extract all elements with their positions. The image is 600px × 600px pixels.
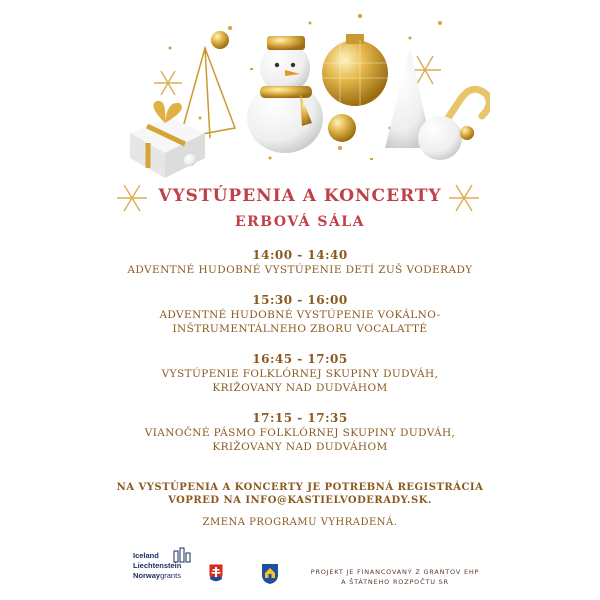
event-description: ADVENTNÉ HUDOBNÉ VYSTÚPENIE DETÍ ZUŠ VODERADY (127, 264, 473, 276)
gold-disco-ornament-icon (322, 34, 388, 106)
event-time: 16:45 - 17:05 (252, 352, 348, 366)
gold-ornament-icon (211, 31, 229, 49)
event-time: 17:15 - 17:35 (252, 411, 348, 425)
eea-grants-logo (133, 551, 203, 581)
program-change-note: ZMENA PROGRAMU VYHRADENÁ. (202, 517, 398, 528)
event-description: ADVENTNÉ HUDOBNÉ VYSTÚPENIE VOKÁLNO- (159, 309, 441, 321)
program-item (0, 351, 600, 395)
program-item (0, 410, 600, 454)
logo-text-grants: grants (160, 571, 181, 580)
program-list (0, 247, 600, 469)
event-description: VYSTÚPENIE FOLKLÓRNEJ SKUPINY DUDVÁH, (161, 368, 439, 380)
registration-notice-line: NA VYSTÚPENIA A KONCERTY JE POTREBNÁ REGISTRÁCIA (116, 482, 484, 493)
grants-symbol-icon (173, 547, 193, 563)
event-time: 14:00 - 14:40 (252, 248, 348, 262)
gold-ornament-icon (328, 114, 356, 142)
white-ornament-icon (184, 154, 196, 166)
project-funding-line: PROJEKT JE FINANCOVANÝ Z GRANTOV EHP (310, 568, 480, 576)
logo-text-norway: Norway (133, 571, 161, 580)
event-description: KRIŽOVANY NAD DUDVÁHOM (212, 441, 388, 453)
event-description: VIANOČNÉ PÁSMO FOLKLÓRNEJ SKUPINY DUDVÁH, (144, 427, 456, 439)
logo-text-liechtenstein: Liechtenstein (133, 561, 182, 570)
project-funding-note (300, 567, 490, 587)
christmas-decoration-illustration (110, 8, 490, 178)
event-description: INŠTRUMENTÁLNEHO ZBORU VOCALATTÉ (172, 323, 428, 335)
snowman-icon (247, 21, 323, 153)
municipal-coat-of-arms-icon (261, 563, 279, 585)
project-funding-line: A ŠTÁTNEHO ROZPOČTU SR (341, 578, 449, 586)
gift-icon (130, 101, 205, 178)
event-time: 15:30 - 16:00 (252, 293, 348, 307)
slovak-coat-of-arms-icon (208, 563, 224, 583)
gold-ornament-icon (460, 126, 474, 140)
gold-pyramid-icon (180, 48, 235, 138)
registration-notice-line[interactable]: VOPRED NA INFO@KASTIELVODERADY.SK. (168, 495, 432, 506)
program-item (0, 247, 600, 277)
venue-subtitle: ERBOVÁ SÁLA (234, 214, 366, 230)
program-item (0, 292, 600, 336)
white-faceted-ornament-icon (418, 116, 462, 160)
registration-notice (0, 481, 600, 507)
event-description: KRIŽOVANY NAD DUDVÁHOM (212, 382, 388, 394)
page-title: VYSTÚPENIA A KONCERTY (158, 186, 442, 206)
logo-text-iceland: Iceland (133, 551, 159, 560)
